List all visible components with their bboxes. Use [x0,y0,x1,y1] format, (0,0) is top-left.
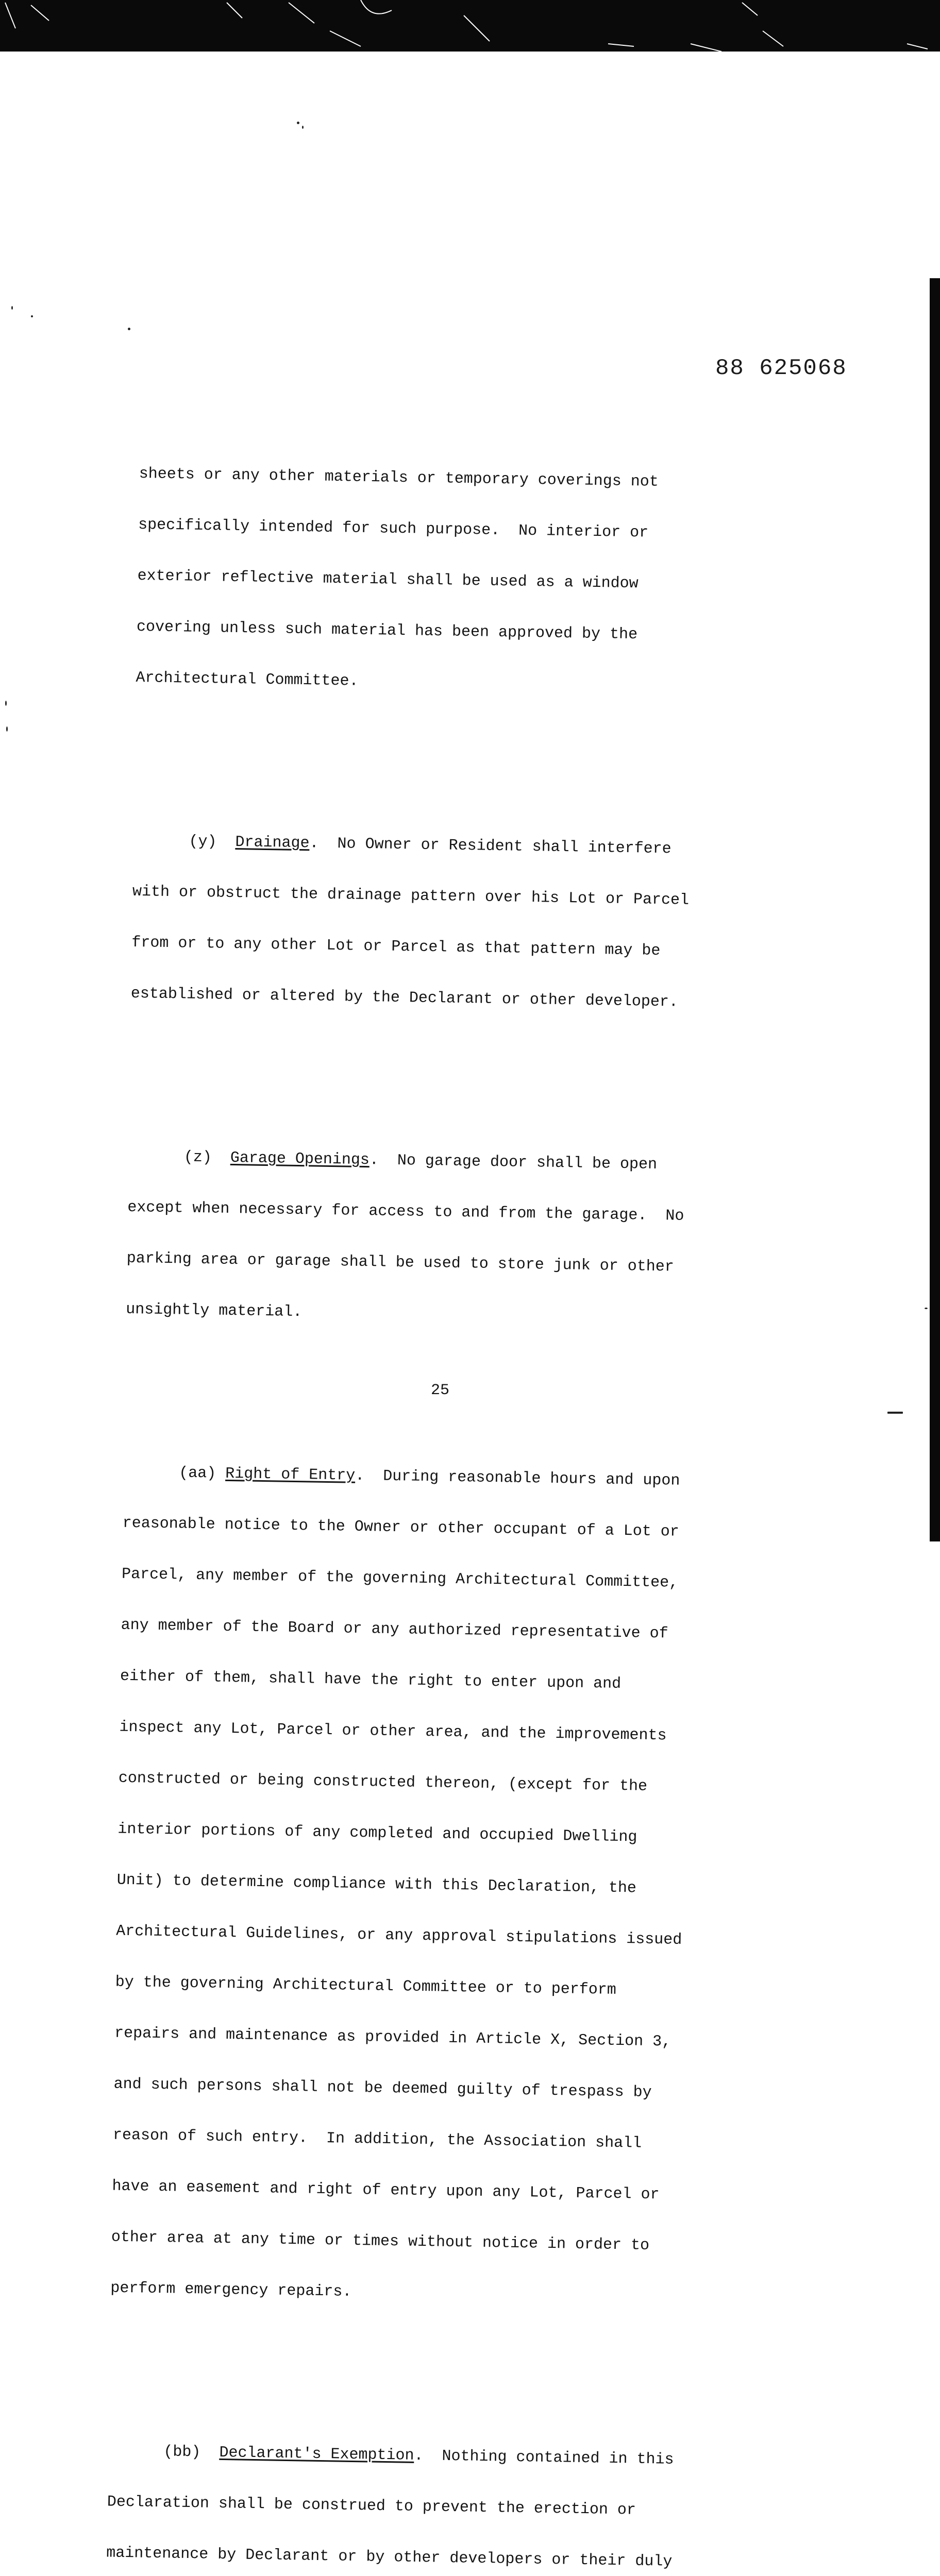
section-line: from or to any other Lot or Parcel as that pattern may be [131,934,661,960]
section-first-line-rest: . Nothing contained in this [414,2447,674,2469]
section-heading: Declarant's Exemption [219,2444,414,2465]
section-label: (y) [189,833,217,851]
section-first-line [108,2443,788,2471]
section-line: other area at any time or times without notice in order to [111,2228,650,2255]
intro-line: exterior reflective material shall be used as a window [137,567,639,593]
section-line: unsightly material. [125,1300,303,1321]
section-line: Declaration shall be construed to prevent the erection or [107,2493,636,2519]
page-number: 25 [431,1382,450,1399]
scan-border-streaks [0,0,940,52]
section-garage-openings [125,1114,809,1363]
intro-line: sheets or any other materials or temporary coverings not [139,465,659,491]
section-line: any member of the Board or any authorized representative of [121,1616,668,1643]
section-line: Unit) to determine compliance with this Declaration, the [116,1871,637,1897]
scan-speck [302,126,304,129]
section-heading: Drainage [235,834,310,853]
section-heading: Garage Openings [230,1149,370,1170]
section-line: Parcel, any member of the governing Architectural Committee, [121,1565,679,1592]
section-line: interior portions of any completed and occupied Dwelling [118,1820,637,1846]
section-line: maintenance by Declarant or by other developers or their duly [106,2544,673,2571]
intro-line: covering unless such material has been approved by the [136,618,638,644]
section-line: established or altered by the Declarant or other developer. [130,985,679,1011]
section-line: Architectural Guidelines, or any approval stipulations issued [115,1922,682,1949]
scan-right-border [930,278,940,1541]
intro-line: Architectural Committee. [136,669,359,690]
scan-speck [5,701,7,706]
scan-speck [31,315,33,317]
section-line: and such persons shall not be deemed guilty of trespass by [113,2075,652,2102]
scan-speck [11,306,13,310]
scan-speck [887,1412,903,1414]
section-right-of-entry [110,1430,804,2342]
section-line: parking area or garage shall be used to store junk or other [126,1249,675,1276]
section-first-line-rest: . No Owner or Resident shall interfere [309,835,672,858]
section-label: (aa) [178,1464,216,1483]
section-line: constructed or being constructed thereon, (except for the [118,1769,648,1795]
section-line: reasonable notice to the Owner or other occupant of a Lot or [122,1514,680,1541]
section-line: repairs and maintenance as provided in Article X, Section 3, [114,2024,672,2051]
intro-paragraph [135,432,820,732]
scan-speck [128,328,130,330]
scan-speck [925,1308,928,1309]
section-line: except when necessary for access to and from the garage. No [127,1198,684,1225]
section-line: inspect any Lot, Parcel or other area, and the improvements [119,1718,667,1745]
scan-top-border [0,0,940,52]
section-label: (z) [183,1148,212,1167]
section-first-line [128,1148,809,1176]
section-line: perform emergency repairs. [110,2279,352,2301]
section-first-line [133,833,813,860]
recording-number: 88 625068 [715,355,847,381]
section-line: either of them, shall have the right to enter upon and [120,1667,622,1693]
section-first-line [123,1464,803,1492]
scan-speck [297,122,299,124]
section-first-line-rest: . No garage door shall be open [369,1151,658,1174]
section-declarants-exemption [102,2409,788,2576]
document-body [90,398,820,2576]
section-drainage [130,799,814,1047]
section-line: by the governing Architectural Committee or to perform [115,1973,617,1999]
scan-speck [6,726,8,732]
section-heading: Right of Entry [225,1465,356,1485]
section-line: reason of such entry. In addition, the Association shall [112,2126,642,2153]
section-first-line-rest: . During reasonable hours and upon [355,1467,680,1490]
section-line: have an easement and right of entry upon any Lot, Parcel or [112,2177,660,2204]
section-label: (bb) [163,2443,201,2462]
section-line: with or obstruct the drainage pattern over his Lot or Parcel [132,883,690,909]
intro-line: specifically intended for such purpose. No interior or [138,516,649,542]
